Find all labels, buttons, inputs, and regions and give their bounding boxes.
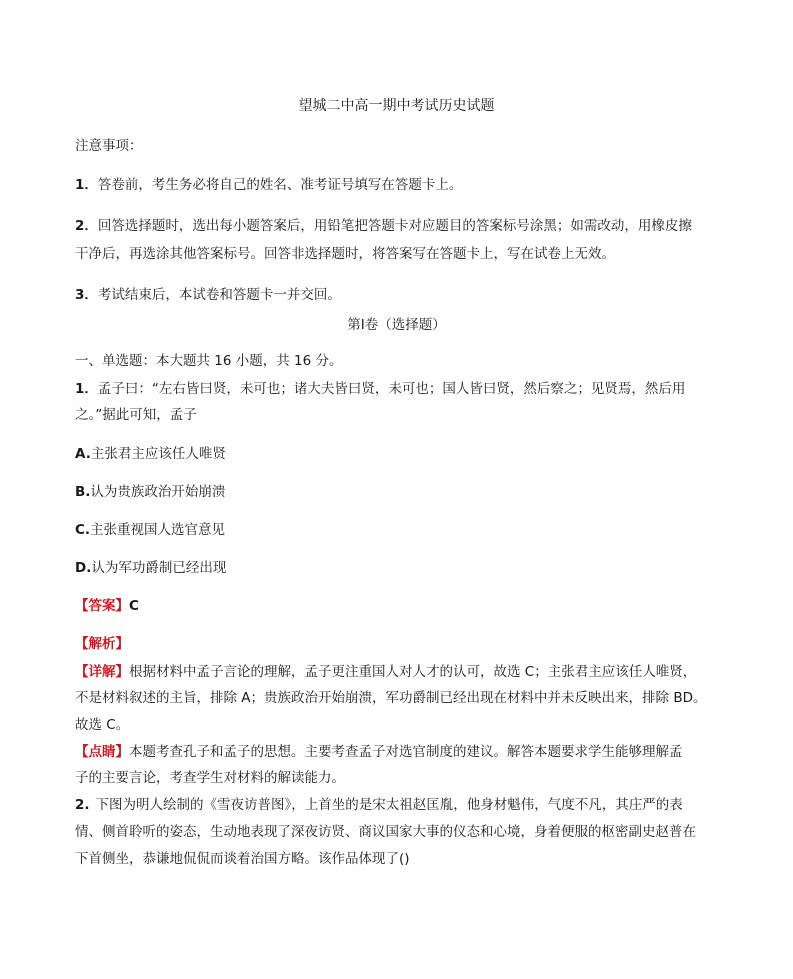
detail-line-1 — [75, 662, 696, 682]
notice-item-2 — [75, 216, 692, 236]
notice-item-number: 1． — [75, 177, 98, 193]
option-b — [75, 482, 225, 502]
option-text: 主张君主应该任人唯贤 — [90, 446, 226, 462]
option-letter: C. — [75, 522, 91, 538]
answer-line — [75, 596, 139, 616]
question-text: 下图为明人绘制的《雪夜访普图》，上首坐的是宋太祖赵匡胤，他身材魁伟，气度不凡，其庄严的表 — [95, 797, 683, 813]
analysis-label-text: 【解析】 — [75, 636, 129, 652]
option-letter: B. — [75, 484, 91, 500]
option-text: 认为贵族政治开始崩溃 — [90, 484, 226, 500]
notice-item-2-continued: 干净后，再选涂其他答案标号。回答非选择题时，将答案写在答题卡上，写在试卷上无效。 — [75, 246, 615, 262]
notice-item-text: 回答选择题时，选出每小题答案后，用铅笔把答题卡对应题目的答案标号涂黑；如需改动，用橡皮擦 — [97, 218, 692, 234]
part-one-heading: 一、单选题：本大题共 16 小题，共 16 分。 — [75, 353, 343, 369]
notice-item-number: 2． — [75, 218, 98, 234]
detail-text: 根据材料中孟子言论的理解，孟子更注重国人对人才的认可，故选 C；主张君主应该任人唯贤， — [129, 664, 697, 680]
analysis-label — [75, 634, 129, 654]
notice-item-number: 3． — [75, 287, 98, 303]
answer-value: C — [129, 598, 139, 614]
question-1-stem — [75, 379, 685, 399]
detail-label: 【详解】 — [75, 664, 129, 680]
point-line-2: 子的主要言论，考查学生对材料的解读能力。 — [75, 770, 345, 786]
question-2-line-1 — [75, 795, 683, 815]
option-a — [75, 444, 226, 464]
detail-line-3: 故选 C。 — [75, 717, 130, 733]
detail-line-2: 不是材料叙述的主旨，排除 A；贵族政治开始崩溃，军功爵制已经出现在材料中并未反映出来，排除 BD。 — [75, 690, 707, 706]
question-2-line-2: 情、侧首聆听的姿态，生动地表现了深夜访贤、商议国家大事的仪态和心境，身着便服的枢密副史赵普在 — [75, 824, 696, 840]
option-text: 主张重视国人选官意见 — [90, 522, 226, 538]
notice-item-3 — [75, 285, 341, 305]
exam-title: 望城二中高一期中考试历史试题 — [298, 98, 495, 114]
question-number: 1． — [75, 381, 98, 397]
notice-item-text: 考试结束后，本试卷和答题卡一并交回。 — [97, 287, 341, 303]
option-c — [75, 520, 225, 540]
point-line-1 — [75, 742, 683, 762]
option-text: 认为军功爵制已经出现 — [91, 560, 227, 576]
option-letter: D. — [75, 560, 92, 576]
notice-heading: 注意事项： — [75, 138, 143, 154]
point-text: 本题考查孔子和孟子的思想。主要考查孟子对选官制度的建议。解答本题要求学生能够理解孟 — [129, 744, 683, 760]
question-2-line-3: 下首侧坐，恭谦地侃侃而谈着治国方略。该作品体现了() — [75, 851, 410, 867]
question-1-stem-continued: 之。”据此可知，孟子 — [75, 407, 197, 423]
question-number: 2. — [75, 797, 90, 813]
question-text: 孟子曰：“左右皆曰贤，未可也；诸大夫皆曰贤，未可也；国人皆曰贤，然后察之；见贤焉，然后用 — [97, 381, 686, 397]
point-label: 【点睛】 — [75, 744, 129, 760]
notice-item-text: 答卷前，考生务必将自己的姓名、准考证号填写在答题卡上。 — [97, 177, 463, 193]
option-letter: A. — [75, 446, 91, 462]
answer-label: 【答案】 — [75, 598, 129, 614]
option-d — [75, 558, 226, 578]
notice-item-1 — [75, 175, 462, 195]
section-title: 第Ⅰ卷（选择题） — [347, 317, 446, 333]
